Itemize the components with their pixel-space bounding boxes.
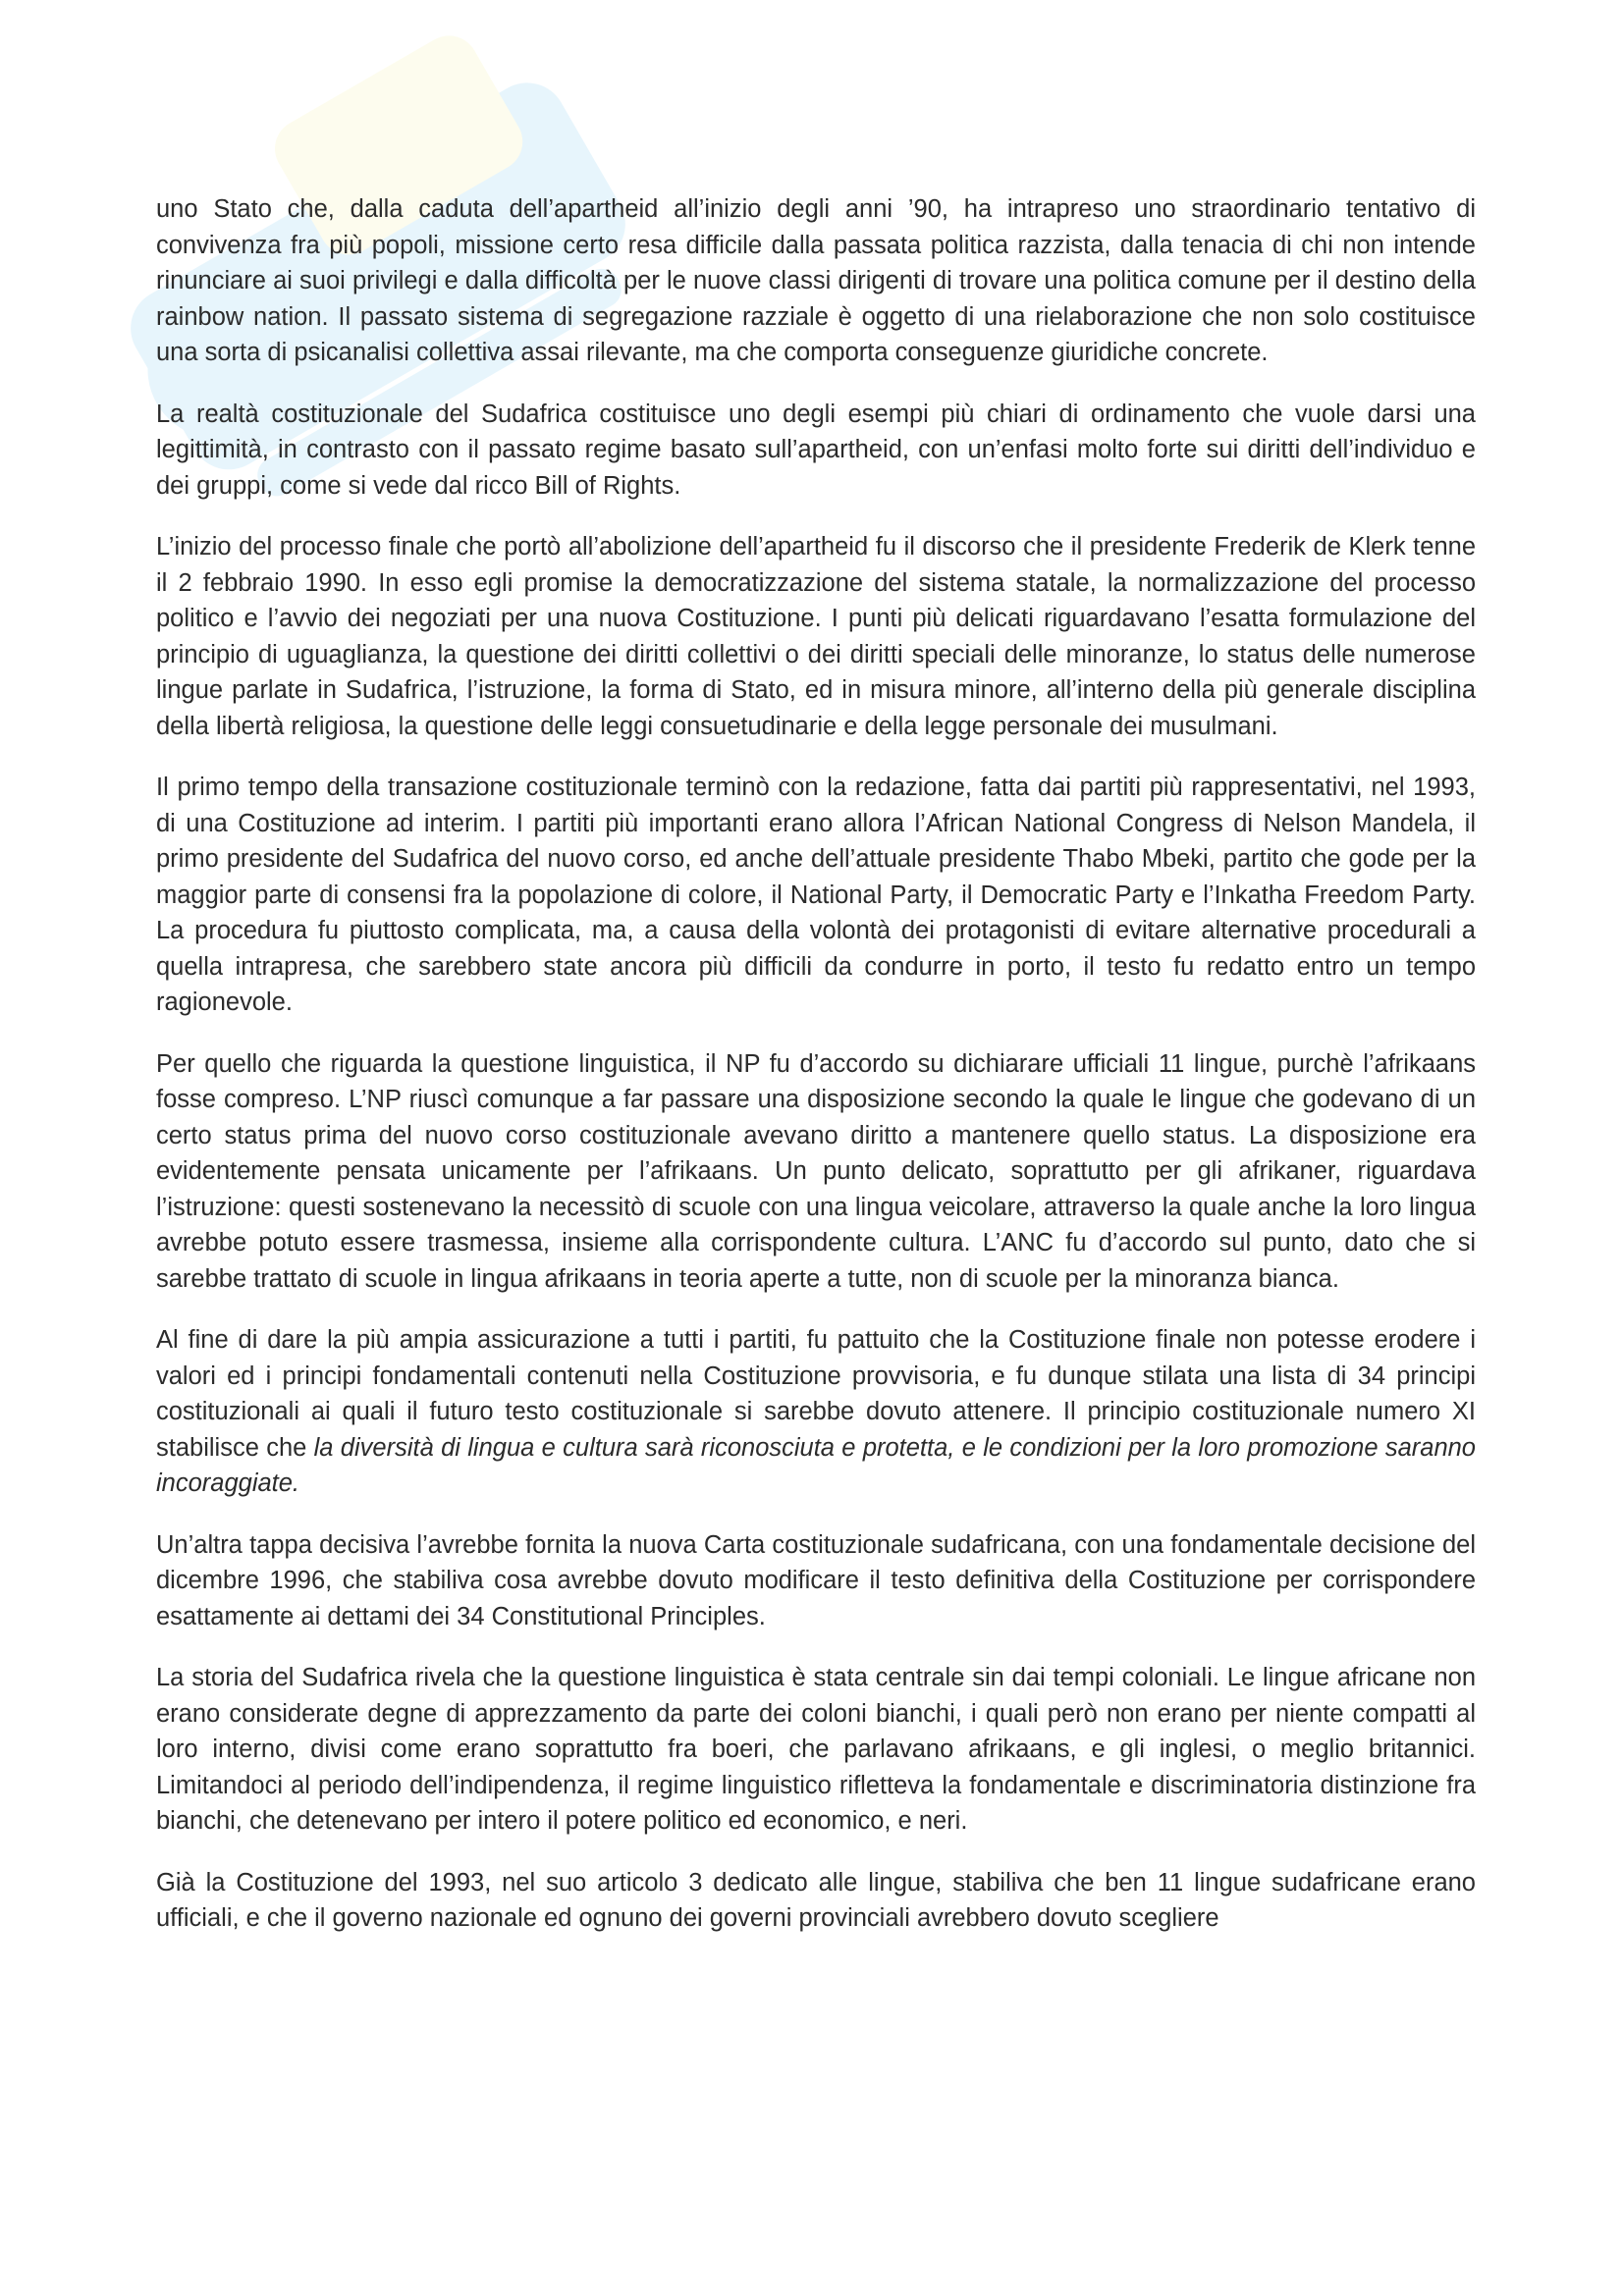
paragraph-4: Il primo tempo della transazione costituzionale terminò con la redazione, fatta dai partiti più rappresentativi, nel 1993, di una Costituzione ad interim. I partiti più importanti erano allora l’African National Congress di Nelson Mandela, il primo presidente del Sudafrica del nuovo corso, ed anche dell’attuale presidente Thabo Mbeki, partito che gode per la maggior parte di consensi fra la popolazione di colore, il National Party, il Democratic Party e l’Inkatha Freedom Party. La procedura fu piuttosto complicata, ma, a causa della volontà dei protagonisti di evitare alternative procedurali a quella intrapresa, che sarebbero state ancora più difficili da condurre in porto, il testo fu redatto entro un tempo ragionevole. xyxy=(156,774,1476,1016)
paragraph-2: La realtà costituzionale del Sudafrica costituisce uno degli esempi più chiari di ordinamento che vuole darsi una legittimità, in contrasto con il passato regime basato sull’apartheid, con un’enfasi molto forte sui diritti dell’individuo e dei gruppi, come si vede dal ricco Bill of Rights. xyxy=(156,400,1476,500)
document-body xyxy=(156,191,1476,1962)
paragraph-9: Già la Costituzione del 1993, nel suo articolo 3 dedicato alle lingue, stabiliva che ben 11 lingue sudafricane erano ufficiali, e che il governo nazionale ed ognuno dei governi provinciali avrebbero dovuto scegliere xyxy=(156,1868,1476,1932)
paragraph-5: Per quello che riguarda la questione linguistica, il NP fu d’accordo su dichiarare ufficiali 11 lingue, purchè l’afrikaans fosse compreso. L’NP riuscì comunque a far passare una disposizione secondo la quale le lingue che godevano di un certo status prima del nuovo corso costituzionale avevano diritto a mantenere quello status. La disposizione era evidentemente pensata unicamente per l’afrikaans. Un punto delicato, soprattutto per gli afrikaner, riguardava l’istruzione: questi sostenevano la necessitò di scuole con una lingua veicolare, attraverso la quale anche la loro lingua avrebbe potuto essere trasmessa, insieme alla corrispondente cultura. L’ANC fu d’accordo sul punto, dato che si sarebbe trattato di scuole in lingua afrikaans in teoria aperte a tutte, non di scuole per la minoranza bianca. xyxy=(156,1049,1476,1293)
paragraph-6-text: Al fine di dare la più ampia assicurazione a tutti i partiti, fu pattuito che la Costituzione finale non potesse erodere i valori ed i principi fondamentali contenuti nella Costituzione provvisoria, e fu dunque stilata una lista di 34 principi costituzionali ai quali il futuro testo costituzionale si sarebbe dovuto attenere. Il principio costituzionale numero XI stabilisce che xyxy=(156,1326,1476,1462)
paragraph-8: La storia del Sudafrica rivela che la questione linguistica è stata centrale sin dai tempi coloniali. Le lingue africane non erano considerate degne di apprezzamento da parte dei coloni bianchi, i quali però non erano per niente compatti al loro interno, divisi come erano soprattutto fra boeri, che parlavano afrikaans, e gli inglesi, o meglio britannici. Limitandoci al periodo dell’indipendenza, il regime linguistico rifletteva la fondamentale e discriminatoria distinzione fra bianchi, che detenevano per intero il potere politico ed economico, e neri. xyxy=(156,1664,1476,1835)
paragraph-7: Un’altra tappa decisiva l’avrebbe fornita la nuova Carta costituzionale sudafricana, con una fondamentale decisione del dicembre 1996, che stabiliva cosa avrebbe dovuto modificare il testo definitiva della Costituzione per corrispondere esattamente ai dettami dei 34 Constitutional Principles. xyxy=(156,1530,1476,1630)
paragraph-6-quote: la diversità di lingua e cultura sarà riconosciuta e protetta, e le condizioni per la loro promozione saranno incoraggiate. xyxy=(156,1433,1476,1497)
paragraph-1: uno Stato che, dalla caduta dell’apartheid all’inizio degli anni ’90, ha intrapreso uno straordinario tentativo di convivenza fra più popoli, missione certo resa difficile dalla passata politica razzista, dalla tenacia di chi non intende rinunciare ai suoi privilegi e dalla difficoltà per le nuove classi dirigenti di trovare una politica comune per il destino della rainbow nation. Il passato sistema di segregazione razziale è oggetto di una rielaborazione che non solo costituisce una sorta di psicanalisi collettiva assai rilevante, ma che comporta conseguenze giuridiche concrete. xyxy=(156,195,1476,366)
paragraph-3: L’inizio del processo finale che portò all’abolizione dell’apartheid fu il discorso che il presidente Frederik de Klerk tenne il 2 febbraio 1990. In esso egli promise la democratizzazione del sistema statale, la normalizzazione del processo politico e l’avvio dei negoziati per una nuova Costituzione. I punti più delicati riguardavano l’esatta formulazione del principio di uguaglianza, la questione dei diritti collettivi o dei diritti speciali delle minoranze, lo status delle numerose lingue parlate in Sudafrica, l’istruzione, la forma di Stato, ed in misura minore, all’interno della più generale disciplina della libertà religiosa, la questione delle leggi consuetudinarie e della legge personale dei musulmani. xyxy=(156,533,1476,740)
paragraph-6 xyxy=(156,1322,1476,1502)
